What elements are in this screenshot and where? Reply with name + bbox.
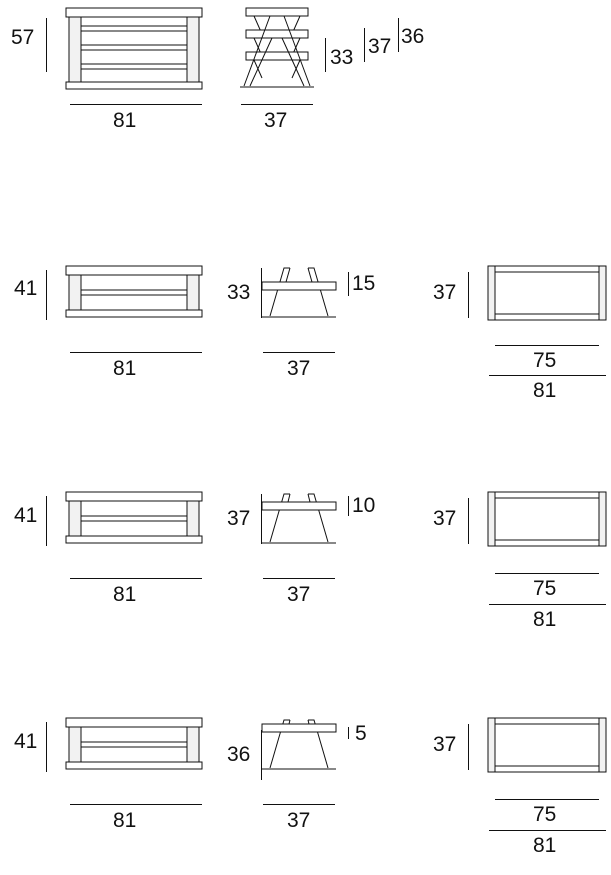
row-4-side-depth-label: 37 [287, 809, 311, 832]
row-1-side-h3-label: 36 [401, 25, 425, 48]
row-3-side-seat-tick [348, 496, 349, 516]
row-3-side-depth-rule [263, 578, 335, 579]
row-2-front-width-label: 81 [113, 357, 137, 380]
row-4-side-seat-label: 5 [355, 722, 367, 745]
row-1-side-depth-label: 37 [264, 109, 288, 132]
row-3-front-width-rule [70, 578, 202, 579]
row-2-top-outer-rule [489, 375, 606, 376]
row-2-side-view [262, 262, 336, 320]
row-4-side-height-label: 36 [227, 743, 251, 766]
row-4-side-depth-rule [263, 804, 335, 805]
row-1-front-height-label: 57 [11, 26, 35, 49]
row-2-top-outer-label: 81 [533, 379, 557, 402]
row-3-top-outer-rule [489, 604, 606, 605]
row-2-top-inner-label: 75 [533, 349, 557, 372]
row-4-top-outer-label: 81 [533, 834, 557, 857]
row-1-side-h2-tick [364, 28, 365, 62]
row-4-side-seat-tick [348, 727, 349, 739]
row-1-side-view [240, 4, 314, 90]
row-4-front-height-label: 41 [14, 730, 38, 753]
row-3-side-height-tick [261, 494, 262, 544]
row-3-side-seat-label: 10 [352, 494, 376, 517]
row-3-side-view [262, 488, 336, 546]
row-2-front-height-label: 41 [14, 277, 38, 300]
row-3-top-outer-label: 81 [533, 608, 557, 631]
row-1-front-height-tick [46, 18, 47, 72]
row-1-side-h2-label: 37 [368, 35, 392, 58]
row-3-top-inner-rule [495, 573, 599, 574]
row-2-side-depth-label: 37 [287, 357, 311, 380]
row-4-top-view [488, 718, 606, 772]
row-4-side-height-tick [261, 730, 262, 780]
row-1-side-h3-tick [398, 18, 399, 52]
row-3-top-view [488, 492, 606, 546]
row-4-top-inner-label: 75 [533, 803, 557, 826]
row-4-top-inner-rule [495, 799, 599, 800]
row-4-front-view [66, 714, 202, 772]
row-2-side-seat-tick [348, 272, 349, 296]
row-3-top-depth-tick [468, 498, 469, 544]
row-2-front-view [66, 262, 202, 320]
row-4-top-depth-label: 37 [433, 733, 457, 756]
row-1-side-h1-tick [325, 38, 326, 72]
row-3-front-height-label: 41 [14, 504, 38, 527]
row-1-front-view [66, 4, 202, 92]
row-3-top-depth-label: 37 [433, 507, 457, 530]
row-1-side-h1-label: 33 [330, 46, 354, 69]
row-2-side-height-tick [261, 268, 262, 318]
row-3-front-view [66, 488, 202, 546]
row-3-front-height-tick [46, 496, 47, 546]
row-4-front-width-label: 81 [113, 809, 137, 832]
row-2-top-depth-tick [468, 272, 469, 318]
row-3-side-height-label: 37 [227, 507, 251, 530]
row-2-front-width-rule [70, 352, 202, 353]
row-4-top-depth-tick [468, 724, 469, 770]
row-2-front-height-tick [46, 270, 47, 320]
row-2-side-depth-rule [263, 352, 335, 353]
row-2-top-inner-rule [495, 345, 599, 346]
row-2-top-view [488, 266, 606, 320]
row-4-side-view [262, 714, 336, 772]
row-3-top-inner-label: 75 [533, 577, 557, 600]
row-2-side-height-label: 33 [227, 281, 251, 304]
row-4-top-outer-rule [489, 830, 606, 831]
row-1-front-width-rule [70, 104, 202, 105]
row-3-front-width-label: 81 [113, 583, 137, 606]
row-4-front-height-tick [46, 722, 47, 772]
row-3-side-depth-label: 37 [287, 583, 311, 606]
row-1-front-width-label: 81 [113, 109, 137, 132]
row-1-side-depth-rule [241, 104, 313, 105]
row-2-top-depth-label: 37 [433, 281, 457, 304]
row-4-front-width-rule [70, 804, 202, 805]
row-2-side-seat-label: 15 [352, 272, 376, 295]
